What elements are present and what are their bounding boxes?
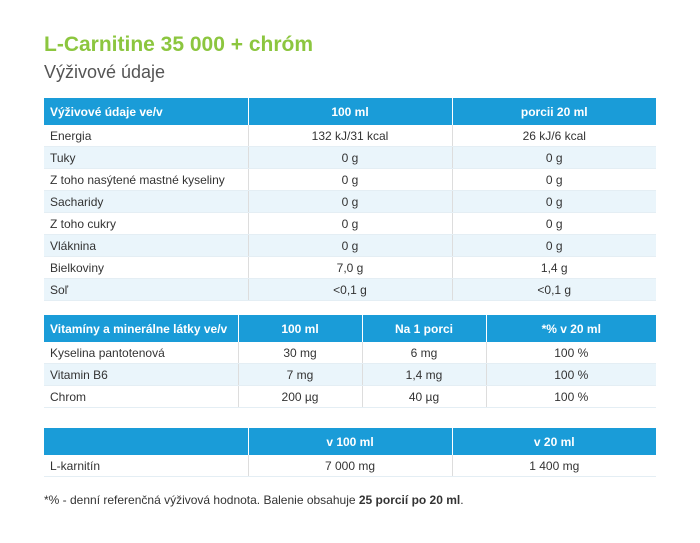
vitamins-header-row xyxy=(44,315,656,342)
page-subtitle: Výživové údaje xyxy=(44,62,166,82)
cell-100ml: <0,1 g xyxy=(248,279,452,301)
cell-100ml: 132 kJ/31 kcal xyxy=(248,125,452,147)
cell-portion: 0 g xyxy=(452,191,656,213)
cell-percent: 100 % xyxy=(486,386,656,408)
vitamins-header-portion: Na 1 porci xyxy=(362,315,486,342)
cell-portion: 1,4 mg xyxy=(362,364,486,386)
cell-portion: 0 g xyxy=(452,235,656,257)
footnote-end: . xyxy=(460,493,464,507)
cell-100ml: 0 g xyxy=(248,213,452,235)
cell-100ml: 7 000 mg xyxy=(248,455,452,477)
table-row xyxy=(44,169,656,191)
table-row xyxy=(44,235,656,257)
table-row xyxy=(44,257,656,279)
carnitine-header-20ml: v 20 ml xyxy=(452,428,656,455)
vitamins-table xyxy=(44,315,656,408)
cell-20ml: 1 400 mg xyxy=(452,455,656,477)
row-label: Bielkoviny xyxy=(44,257,248,279)
row-label: Soľ xyxy=(44,279,248,301)
cell-portion: 6 mg xyxy=(362,342,486,364)
carnitine-header-100ml: v 100 ml xyxy=(248,428,452,455)
table-row xyxy=(44,364,656,386)
vitamins-header-label: Vitamíny a minerálne látky ve/v xyxy=(44,315,238,342)
nutrition-table xyxy=(44,98,656,301)
table-row xyxy=(44,191,656,213)
row-label: Sacharidy xyxy=(44,191,248,213)
cell-portion: <0,1 g xyxy=(452,279,656,301)
cell-portion: 0 g xyxy=(452,169,656,191)
vitamins-header-percent: *% v 20 ml xyxy=(486,315,656,342)
table-row xyxy=(44,386,656,408)
cell-100ml: 7,0 g xyxy=(248,257,452,279)
nutrition-header-label: Výživové údaje ve/v xyxy=(44,98,248,125)
cell-portion: 0 g xyxy=(452,147,656,169)
cell-percent: 100 % xyxy=(486,364,656,386)
footnote-text: *% - denní referenčná výživová hodnota. Balenie obsahuje xyxy=(44,493,359,507)
nutrition-header-row xyxy=(44,98,656,125)
row-label: Vláknina xyxy=(44,235,248,257)
table-row xyxy=(44,213,656,235)
cell-100ml: 7 mg xyxy=(238,364,362,386)
cell-100ml: 30 mg xyxy=(238,342,362,364)
cell-portion: 40 µg xyxy=(362,386,486,408)
table-row xyxy=(44,125,656,147)
row-label: Tuky xyxy=(44,147,248,169)
table-row xyxy=(44,342,656,364)
cell-100ml: 0 g xyxy=(248,169,452,191)
nutrition-header-100ml: 100 ml xyxy=(248,98,452,125)
row-label: Vitamin B6 xyxy=(44,364,238,386)
cell-100ml: 0 g xyxy=(248,235,452,257)
cell-portion: 26 kJ/6 kcal xyxy=(452,125,656,147)
cell-100ml: 0 g xyxy=(248,147,452,169)
nutrition-header-portion: porcii 20 ml xyxy=(452,98,656,125)
row-label: Chrom xyxy=(44,386,238,408)
cell-100ml: 200 µg xyxy=(238,386,362,408)
table-row xyxy=(44,279,656,301)
table-row xyxy=(44,147,656,169)
row-label: Z toho cukry xyxy=(44,213,248,235)
carnitine-header-label xyxy=(44,428,248,455)
row-label: Energia xyxy=(44,125,248,147)
vitamins-header-100ml: 100 ml xyxy=(238,315,362,342)
row-label: L-karnitín xyxy=(44,455,248,477)
table-row xyxy=(44,455,656,477)
page-title: L-Carnitine 35 000 + chróm xyxy=(44,33,314,56)
footnote xyxy=(44,493,464,507)
footnote-bold: 25 porcií po 20 ml xyxy=(358,493,461,507)
cell-percent: 100 % xyxy=(486,342,656,364)
row-label: Z toho nasýtené mastné kyseliny xyxy=(44,169,248,191)
row-label: Kyselina pantotenová xyxy=(44,342,238,364)
carnitine-header-row xyxy=(44,428,656,455)
cell-portion: 0 g xyxy=(452,213,656,235)
carnitine-table xyxy=(44,428,656,477)
cell-portion: 1,4 g xyxy=(452,257,656,279)
cell-100ml: 0 g xyxy=(248,191,452,213)
